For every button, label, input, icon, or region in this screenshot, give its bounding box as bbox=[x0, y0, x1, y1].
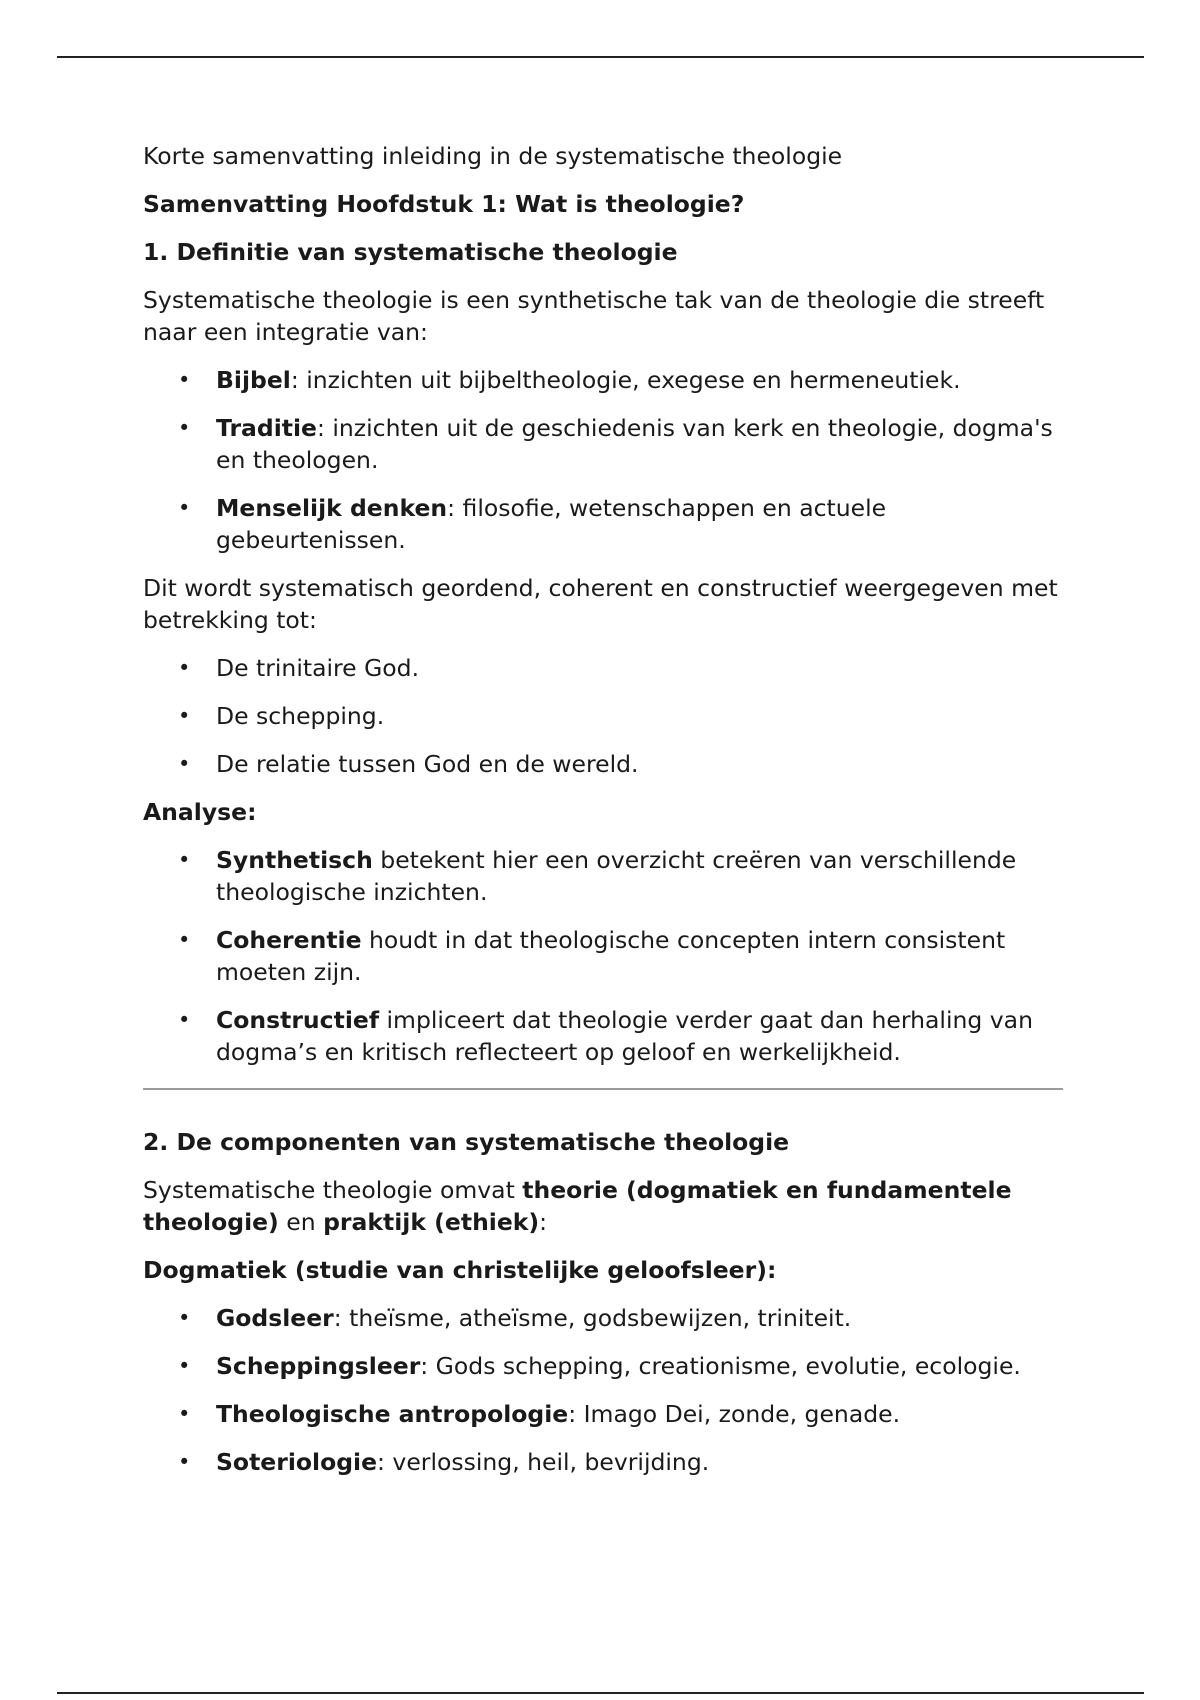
list-item: • Bijbel: inzichten uit bijbeltheologie, exegese en hermeneutiek. bbox=[143, 364, 1063, 396]
list-item: • De trinitaire God. bbox=[143, 652, 1063, 684]
footer-rule bbox=[57, 1692, 1144, 1694]
dogmatics-list bbox=[143, 1302, 1063, 1478]
topics-list bbox=[143, 652, 1063, 780]
list-item: • Theologische antropologie: Imago Dei, zonde, genade. bbox=[143, 1398, 1063, 1430]
dogmatics-heading: Dogmatiek (studie van christelijke geloofsleer): bbox=[143, 1256, 777, 1284]
ordered-text: Dit wordt systematisch geordend, coherent en constructief weergegeven met betrekking tot: bbox=[143, 574, 1058, 634]
analysis-heading: Analyse: bbox=[143, 798, 257, 826]
intro-title: Korte samenvatting inleiding in de systematische theologie bbox=[143, 142, 843, 170]
list-item: • De schepping. bbox=[143, 700, 1063, 732]
list-item: • Godsleer: theïsme, atheïsme, godsbewijzen, triniteit. bbox=[143, 1302, 1063, 1334]
list-item: • Soteriologie: verlossing, heil, bevrijding. bbox=[143, 1446, 1063, 1478]
section-divider bbox=[143, 1088, 1063, 1090]
sources-list bbox=[143, 364, 1063, 556]
header-rule bbox=[57, 56, 1144, 58]
list-item: • Coherentie houdt in dat theologische concepten intern consistent moeten zijn. bbox=[143, 924, 1063, 988]
section2-intro: Systematische theologie omvat theorie (dogmatiek en fundamentele theologie) en praktijk (ethiek): bbox=[143, 1176, 1012, 1236]
document-body bbox=[143, 140, 1063, 1494]
section1-heading: 1. Definitie van systematische theologie bbox=[143, 238, 678, 266]
analysis-list bbox=[143, 844, 1063, 1068]
list-item: • Constructief impliceert dat theologie verder gaat dan herhaling van dogma’s en kritisch reflecteert op geloof en werkelijkheid. bbox=[143, 1004, 1063, 1068]
section2-heading: 2. De componenten van systematische theologie bbox=[143, 1128, 790, 1156]
list-item: • Scheppingsleer: Gods schepping, creationisme, evolutie, ecologie. bbox=[143, 1350, 1063, 1382]
chapter-title: Samenvatting Hoofdstuk 1: Wat is theologie? bbox=[143, 190, 745, 218]
list-item: • Traditie: inzichten uit de geschiedenis van kerk en theologie, dogma's en theologen. bbox=[143, 412, 1063, 476]
list-item: • De relatie tussen God en de wereld. bbox=[143, 748, 1063, 780]
section1-intro: Systematische theologie is een synthetische tak van de theologie die streeft naar een integratie van: bbox=[143, 286, 1045, 346]
list-item: • Synthetisch betekent hier een overzicht creëren van verschillende theologische inzichten. bbox=[143, 844, 1063, 908]
list-item: • Menselijk denken: filosofie, wetenschappen en actuele gebeurtenissen. bbox=[143, 492, 1063, 556]
